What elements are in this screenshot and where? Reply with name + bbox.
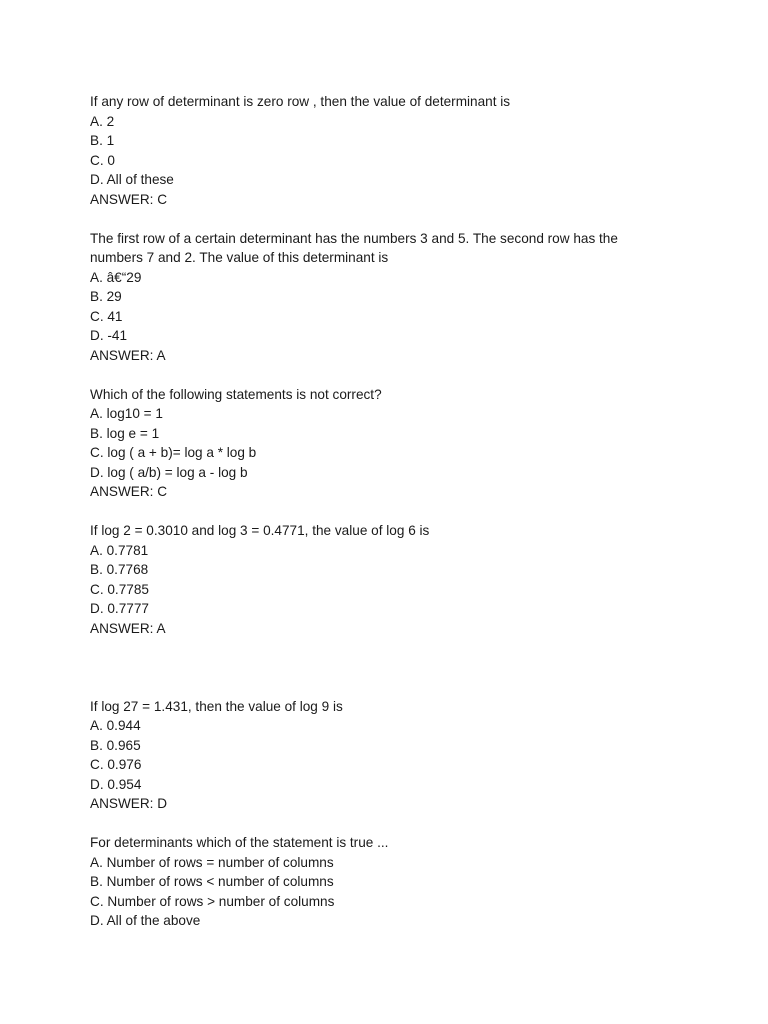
option-d: D. All of the above — [90, 913, 201, 928]
question-stem: If any row of determinant is zero row , then the value of determinant is — [90, 94, 511, 109]
question-4 — [90, 521, 650, 638]
answer-line: ANSWER: C — [90, 484, 168, 499]
option-b: B. 0.965 — [90, 737, 141, 753]
question-stem: For determinants which of the statement is true ... — [90, 835, 389, 850]
question-5 — [90, 697, 650, 814]
option-a: A. 0.944 — [90, 718, 141, 733]
option-a: A. â€“29 — [90, 269, 142, 285]
answer-line: ANSWER: D — [90, 796, 168, 811]
question-stem-continued: numbers 7 and 2. The value of this determinant is — [90, 250, 389, 265]
option-c: C. log ( a + b)= log a * log b — [90, 445, 257, 460]
option-b: B. 0.7768 — [90, 562, 149, 577]
question-stem: The first row of a certain determinant has the numbers 3 and 5. The second row has the — [90, 230, 618, 246]
question-6 — [90, 833, 650, 931]
answer-line: ANSWER: A — [90, 620, 166, 636]
option-c: C. Number of rows > number of columns — [90, 893, 335, 909]
question-stem: Which of the following statements is not correct? — [90, 386, 382, 402]
option-c: C. 0 — [90, 152, 115, 168]
option-c: C. 0.7785 — [90, 581, 149, 597]
option-c: C. 41 — [90, 308, 123, 324]
document-page — [90, 92, 650, 931]
option-b: B. 1 — [90, 133, 115, 148]
option-b: B. log e = 1 — [90, 425, 160, 441]
option-a: A. 0.7781 — [90, 542, 149, 558]
option-b: B. 29 — [90, 289, 122, 304]
answer-line: ANSWER: A — [90, 347, 166, 363]
question-1 — [90, 92, 650, 209]
option-a: A. Number of rows = number of columns — [90, 854, 334, 870]
option-d: D. log ( a/b) = log a - log b — [90, 464, 248, 480]
option-d: D. All of these — [90, 172, 174, 187]
question-stem: If log 2 = 0.3010 and log 3 = 0.4771, the value of log 6 is — [90, 523, 430, 538]
option-a: A. log10 = 1 — [90, 406, 163, 421]
option-b: B. Number of rows < number of columns — [90, 874, 334, 889]
option-c: C. 0.976 — [90, 757, 142, 772]
option-d: D. 0.7777 — [90, 601, 149, 616]
option-d: D. 0.954 — [90, 776, 142, 792]
option-a: A. 2 — [90, 113, 115, 129]
answer-line: ANSWER: C — [90, 191, 168, 207]
question-3 — [90, 385, 650, 502]
option-d: D. -41 — [90, 328, 128, 343]
question-stem: If log 27 = 1.431, then the value of log 9 is — [90, 698, 343, 714]
question-2 — [90, 229, 650, 366]
